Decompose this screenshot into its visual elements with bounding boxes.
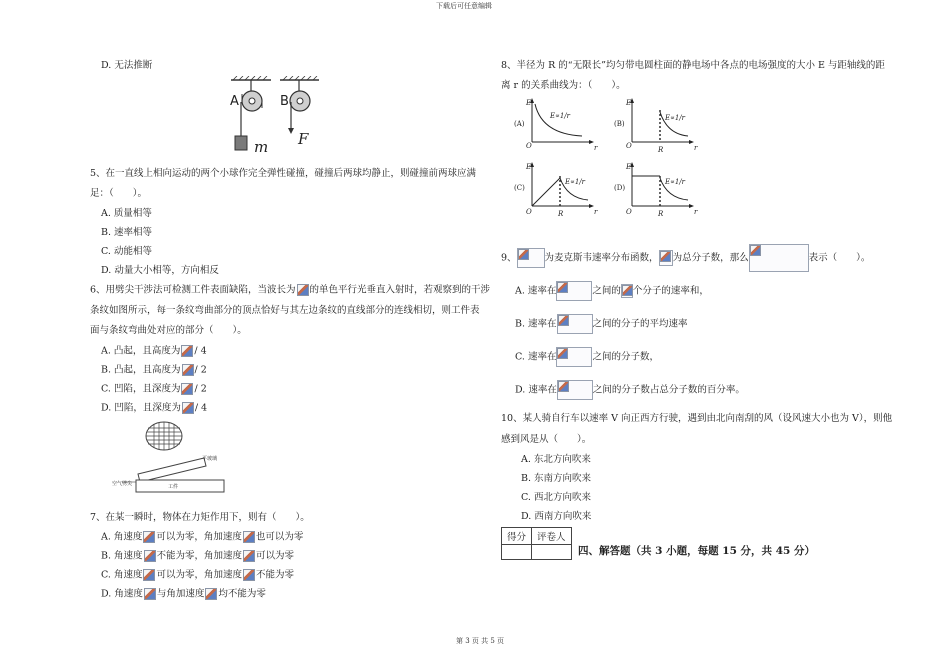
formula-fv-image	[517, 248, 545, 268]
q6-option-c-text: C. 凹陷，且深度为	[101, 383, 181, 395]
q6-option-d-value: / 4	[194, 402, 208, 414]
q9-d-part2: 之间的分子数占总分子数的百分率。	[592, 384, 745, 396]
label-workpiece: 工件	[168, 484, 179, 490]
alpha-icon	[243, 569, 255, 581]
svg-text:O: O	[626, 142, 632, 150]
q10-stem-1: 10、某人骑自行车以速率 V 向正西方行驶，遇到由北向南刮的风（设风速大小也为 V），则他	[501, 413, 893, 424]
graph-a-curve: E∝1/r	[550, 112, 571, 120]
svg-text:O: O	[526, 142, 532, 150]
formula-v1v2-image	[557, 380, 593, 400]
formula-v1v2-image	[556, 281, 592, 301]
label-b: B	[280, 94, 289, 109]
page-number: 第 3 页 共 5 页	[456, 637, 505, 645]
q9-b-part2: 之间的分子的平均速率	[592, 318, 688, 330]
q9-stem	[501, 244, 870, 272]
lambda-icon	[297, 284, 309, 296]
graph-b-label: (B)	[614, 120, 625, 128]
q6-option-d	[101, 402, 207, 415]
formula-v1v2-image	[557, 314, 593, 334]
q6-option-d-text: D. 凹陷，且深度为	[101, 402, 181, 414]
q6-option-b	[101, 364, 207, 377]
q6-stem-1b: 的单色平行光垂直入射时，若观察到的干涉	[309, 284, 491, 296]
q10-option-a: A. 东北方向吹来	[521, 454, 591, 465]
q6-option-a	[101, 345, 207, 358]
q9-d-part1: D. 速率在	[515, 384, 557, 396]
q7-option-a	[101, 531, 303, 544]
q6-option-c	[101, 383, 207, 396]
graph-a	[514, 98, 598, 152]
label-m: m	[254, 138, 269, 156]
svg-text:r: r	[694, 208, 698, 216]
label-f: F	[298, 130, 309, 148]
q9-a-part1: A. 速率在	[515, 285, 557, 297]
lambda-icon	[181, 345, 193, 357]
q7-a-part3: 也可以为零	[255, 531, 304, 543]
q8-graphs	[512, 96, 712, 218]
q7-c-part3: 不能为零	[256, 569, 295, 581]
svg-text:E: E	[526, 99, 532, 107]
graph-c-curve: E∝1/r	[565, 178, 586, 186]
label-glass: 平玻璃	[202, 456, 218, 462]
graph-d-label: (D)	[614, 184, 626, 192]
omega-icon	[143, 569, 155, 581]
svg-text:E: E	[526, 163, 532, 171]
svg-text:E: E	[626, 163, 632, 171]
q7-b-part2: 不能为零，角加速度	[156, 550, 243, 562]
graph-d-curve: E∝1/r	[665, 178, 686, 186]
score-col-score: 得分	[502, 528, 532, 545]
q9-option-b	[515, 314, 688, 334]
omega-icon	[144, 550, 156, 562]
q9-stem-d: 表示（ ）。	[808, 252, 871, 264]
graph-d-r: R	[658, 210, 664, 218]
q5-option-a: A. 质量相等	[101, 208, 152, 219]
lambda-icon	[181, 383, 193, 395]
q5-stem-1: 5、在一直线上相向运动的两个小球作完全弹性碰撞，碰撞后两球均静止，则碰撞前两球应满	[90, 168, 477, 179]
omega-icon	[143, 531, 155, 543]
lambda-icon	[182, 402, 194, 414]
q6-stem-1a: 6、用劈尖干涉法可检测工件表面缺陷，当波长为	[90, 284, 296, 296]
graph-d	[614, 162, 698, 218]
q5-option-d: D. 动量大小相等，方向相反	[101, 265, 219, 276]
q7-c-part1: C. 角速度	[101, 569, 143, 581]
lambda-icon	[182, 364, 194, 376]
q9-a-part2: 之间的	[592, 285, 621, 297]
formula-v1v2-image	[556, 347, 592, 367]
score-cell-grader[interactable]	[532, 545, 572, 560]
svg-text:r: r	[694, 144, 698, 152]
q8-stem-1: 8、半径为 R 的“无限长”均匀带电圆柱面的静电场中各点的电场强度的大小 E 与距轴线的距	[501, 60, 885, 71]
score-cell-score[interactable]	[502, 545, 532, 560]
label-a: A	[230, 94, 239, 109]
graph-b-curve: E∝1/r	[665, 114, 686, 122]
q6-stem-1	[90, 284, 490, 297]
graph-a-label: (A)	[514, 120, 525, 128]
q9-option-c	[515, 347, 659, 367]
graph-c-r: R	[558, 210, 564, 218]
q5-stem-2: 足：（ ）。	[90, 188, 148, 199]
q7-option-c	[101, 569, 294, 582]
header-note: 下载后可任意编辑	[436, 2, 492, 10]
q7-option-d	[101, 588, 266, 601]
svg-text:O: O	[526, 208, 532, 216]
q7-d-part1: D. 角速度	[101, 588, 143, 600]
q9-c-part2: 之间的分子数，	[592, 351, 659, 363]
q10-option-c: C. 西北方向吹来	[521, 492, 591, 503]
q9-stem-b: 为麦克斯韦速率分布函数，	[544, 252, 659, 264]
q10-stem-2: 感到风是从（ ）。	[501, 434, 592, 445]
q9-stem-c: 为总分子数，那么	[672, 252, 749, 264]
q7-option-b	[101, 550, 294, 563]
score-col-grader: 评卷人	[532, 528, 572, 545]
q7-c-part2: 可以为零，角加速度	[156, 569, 242, 581]
q10-option-b: B. 东南方向吹来	[521, 473, 592, 484]
graph-b-r: R	[658, 146, 664, 154]
formula-n-image	[621, 284, 633, 298]
q9-b-part1: B. 速率在	[515, 318, 557, 330]
q6-stem-2: 条纹如图所示，每一条纹弯曲部分的顶点恰好与其左边条纹的直线部分的连线相切，则工件表	[90, 305, 480, 316]
omega-icon	[144, 588, 156, 600]
q6-option-b-text: B. 凸起，且高度为	[101, 364, 181, 376]
q6-option-a-value: / 4	[194, 345, 207, 357]
graph-c-label: (C)	[514, 184, 525, 192]
q6-option-b-value: / 2	[194, 364, 207, 376]
q7-stem: 7、在某一瞬时，物体在力矩作用下，则有（ ）。	[90, 512, 310, 523]
q7-a-part1: A. 角速度	[101, 531, 143, 543]
pulley-figure	[225, 76, 325, 160]
q5-option-c: C. 动能相等	[101, 246, 152, 257]
q9-option-a	[515, 281, 709, 301]
svg-text:r: r	[594, 144, 598, 152]
alpha-icon	[243, 531, 255, 543]
q6-option-a-text: A. 凸起，且高度为	[101, 345, 181, 357]
score-table	[501, 527, 572, 560]
q7-a-part2: 可以为零，角加速度	[156, 531, 242, 543]
q9-option-d	[515, 380, 745, 400]
graph-b	[614, 98, 698, 154]
q5-option-b: B. 速率相等	[101, 227, 153, 238]
svg-text:E: E	[626, 99, 632, 107]
alpha-icon	[205, 588, 217, 600]
q6-option-c-value: / 2	[194, 383, 207, 395]
svg-text:O: O	[626, 208, 632, 216]
q9-stem-a: 9、	[501, 252, 517, 264]
q7-d-part2: 与角加速度	[156, 588, 205, 600]
formula-integral-image	[749, 244, 809, 272]
q7-d-part3: 均不能为零	[218, 588, 266, 600]
q7-b-part3: 可以为零	[256, 550, 295, 562]
q8-stem-2: 离 r 的关系曲线为：（ ）。	[501, 80, 626, 91]
alpha-icon	[243, 550, 255, 562]
q9-a-part3: 个分子的速率和，	[632, 285, 709, 297]
section-4-heading: 四、解答题（共 3 小题，每题 15 分，共 45 分）	[578, 545, 815, 557]
svg-text:r: r	[594, 208, 598, 216]
formula-n-image	[659, 250, 673, 266]
graph-c	[514, 162, 598, 218]
label-air-wedge: 空气劈尖	[112, 481, 133, 487]
q6-stem-3: 面与条纹弯曲处对应的部分（ ）。	[90, 325, 247, 336]
q10-option-d: D. 西南方向吹来	[521, 511, 592, 522]
q4-option-d: D. 无法推断	[101, 60, 153, 71]
q7-b-part1: B. 角速度	[101, 550, 143, 562]
q9-c-part1: C. 速率在	[515, 351, 557, 363]
